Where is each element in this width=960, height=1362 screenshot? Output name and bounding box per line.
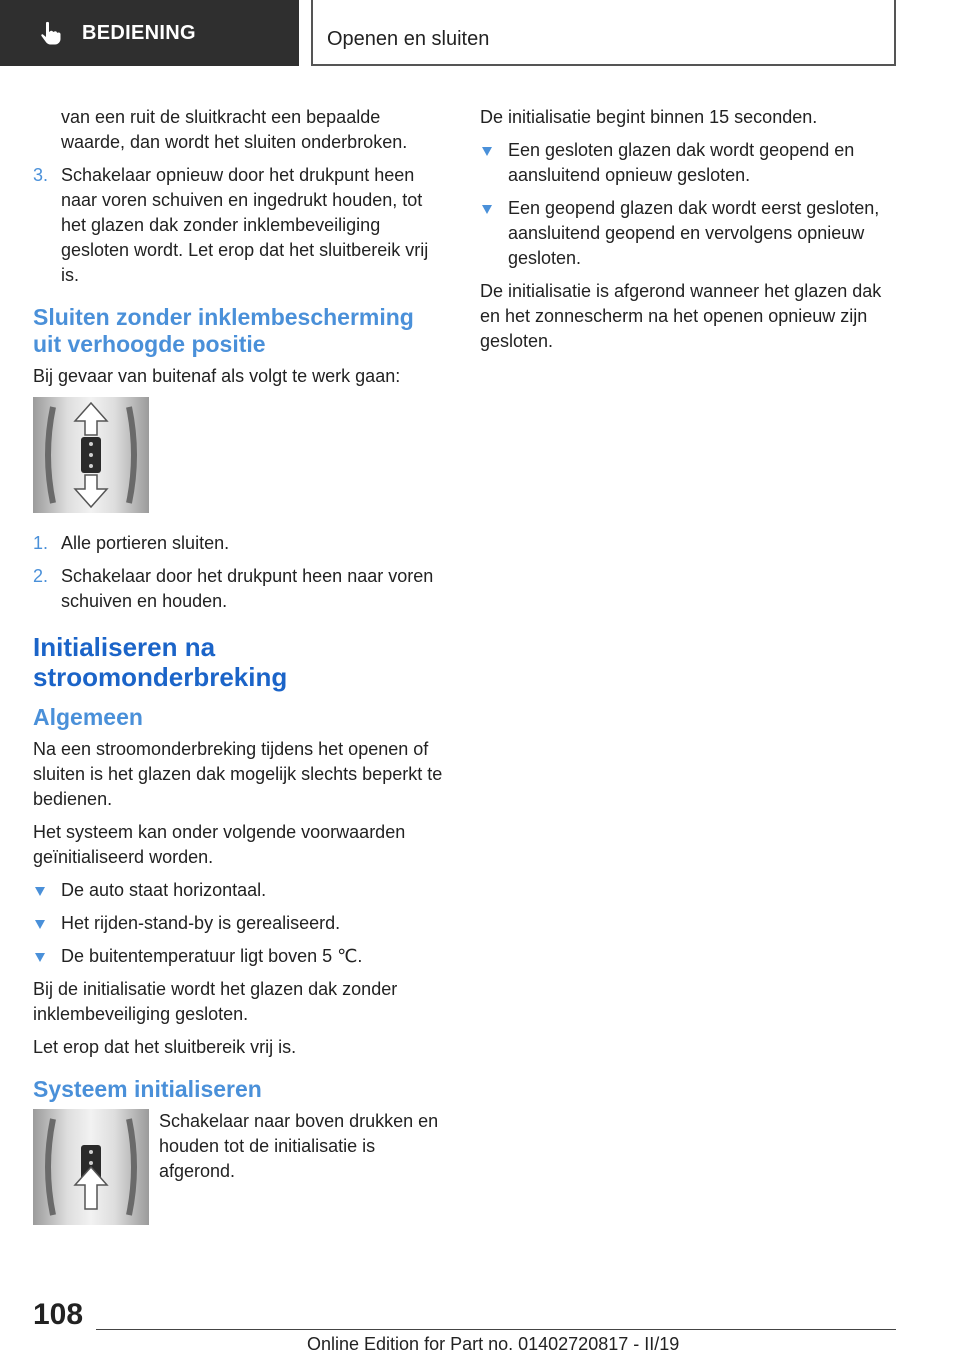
- bullet-item: [480, 138, 900, 188]
- edition-text: Online Edition for Part no. 01402720817 - II/19: [307, 1334, 680, 1354]
- paragraph-systeem: Schakelaar naar boven drukken en houden tot de initialisatie is afgerond.: [159, 1111, 439, 1181]
- paragraph-gevaar: Bij gevaar van buitenaf als volgt te werk gaan:: [33, 366, 401, 386]
- switch-slide-image: [33, 397, 149, 513]
- triangle-bullet-icon: [35, 887, 45, 896]
- triangle-bullet-icon: [35, 953, 45, 962]
- step-text: Alle portieren sluiten.: [61, 533, 230, 553]
- triangle-bullet-icon: [482, 205, 492, 214]
- left-column: [33, 105, 445, 1229]
- section-tab[interactable]: [0, 0, 299, 66]
- bullet-text: Een gesloten glazen dak wordt geopend en aansluitend opnieuw gesloten.: [508, 140, 855, 185]
- pointing-hand-icon: [38, 20, 64, 46]
- continued-text: van een ruit de sluitkracht een bepaalde waarde, dan wordt het sluiten onderbroken.: [61, 107, 408, 152]
- numbered-step: [33, 163, 445, 288]
- bullet-text: Een geopend glazen dak wordt eerst gesloten, aansluitend geopend en vervolgens opnieuw gesloten.: [508, 198, 880, 268]
- step-text: Schakelaar door het drukpunt heen naar voren schuiven en houden.: [61, 566, 434, 611]
- paragraph: Bij de initialisatie wordt het glazen dak zonder inklembeveiliging gesloten.: [33, 979, 398, 1024]
- bullet-item: [480, 196, 900, 271]
- paragraph: Na een stroomonderbreking tijdens het openen of sluiten is het glazen dak mogelijk slechts beperkt te bedienen.: [33, 739, 443, 809]
- bullet-text: De buitentemperatuur ligt boven 5 ℃.: [61, 946, 363, 966]
- heading-sluiten: Sluiten zonder inklembescherming uit verhoogde positie: [33, 304, 414, 357]
- step-number: 1.: [33, 533, 49, 553]
- section-label: BEDIENING: [82, 21, 196, 44]
- triangle-bullet-icon: [35, 920, 45, 929]
- triangle-bullet-icon: [482, 147, 492, 156]
- bullet-text: Het rijden-stand-by is gerealiseerd.: [61, 913, 341, 933]
- step-number: 3.: [33, 165, 49, 185]
- page-number: 108: [33, 1298, 84, 1331]
- chapter-title: Openen en sluiten: [327, 28, 490, 50]
- footer-divider: [96, 1329, 896, 1330]
- page-header: [0, 0, 960, 66]
- heading-systeem: Systeem initialiseren: [33, 1076, 262, 1102]
- system-init-block: [33, 1109, 445, 1229]
- paragraph: De initialisatie is afgerond wanneer het glazen dak en het zonnescherm na het openen opnieuw zijn gesloten.: [480, 281, 882, 351]
- bullet-item: [33, 944, 445, 969]
- bullet-text: De auto staat horizontaal.: [61, 880, 267, 900]
- numbered-step: [33, 531, 445, 556]
- numbered-step: [33, 564, 445, 614]
- step-number: 2.: [33, 566, 49, 586]
- chapter-title-box: [311, 0, 896, 66]
- paragraph: Het systeem kan onder volgende voorwaarden geïnitialiseerd worden.: [33, 822, 406, 867]
- paragraph: Let erop dat het sluitbereik vrij is.: [33, 1037, 297, 1057]
- bullet-item: [33, 878, 445, 903]
- heading-initialiseren: Initialiseren na stroomonderbreking: [33, 632, 288, 692]
- heading-algemeen: Algemeen: [33, 704, 143, 730]
- step-text: Schakelaar opnieuw door het drukpunt heen naar voren schuiven en ingedrukt houden, tot het glazen dak zonder inklembeveiliging gesloten wordt. Let erop dat het sluitbereik vrij is.: [61, 165, 429, 285]
- paragraph: De initialisatie begint binnen 15 seconden.: [480, 107, 818, 127]
- right-column: [480, 105, 900, 362]
- bullet-item: [33, 911, 445, 936]
- switch-press-image: [33, 1109, 149, 1225]
